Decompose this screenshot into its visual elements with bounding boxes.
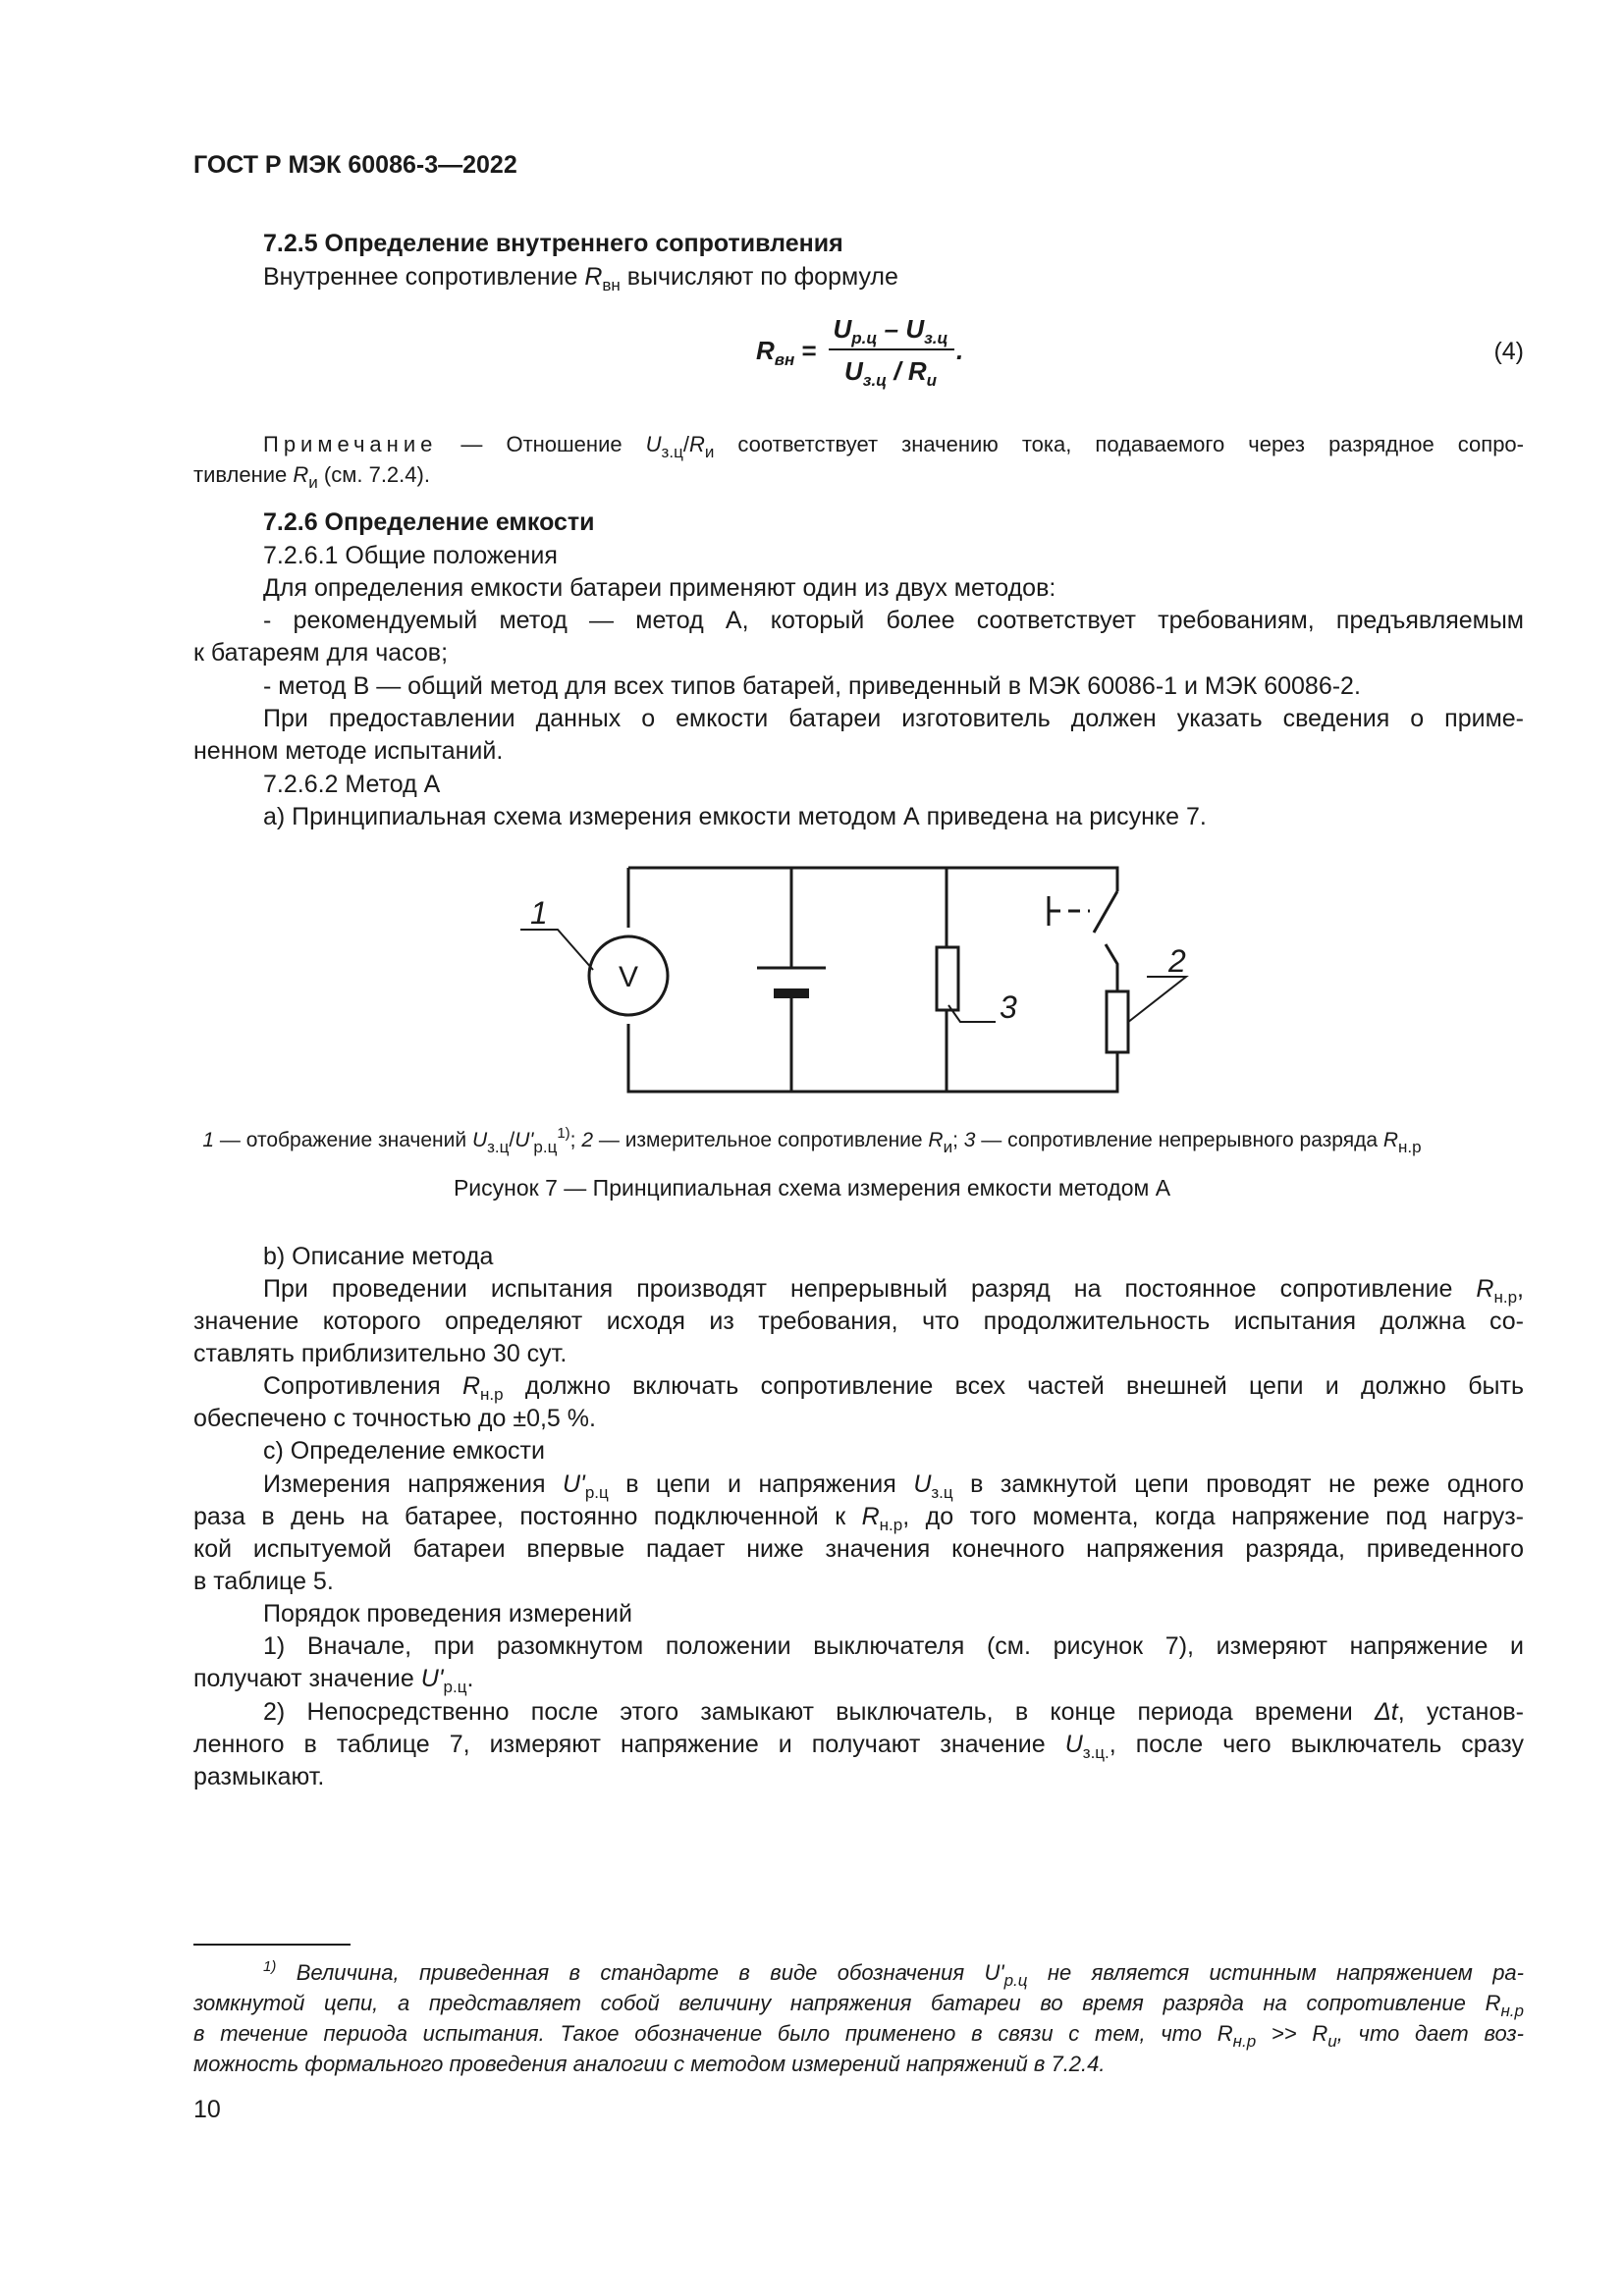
wire bbox=[628, 1024, 1117, 1092]
resistor-2 bbox=[1107, 991, 1128, 1052]
paragraph-data: При предоставлении данных о емкости батареи изготовитель должен указать сведения о приме- bbox=[263, 705, 1524, 732]
paragraph-b1-line2: значение которого определяют исходя из требования, что продолжительность испытания должна со- bbox=[193, 1308, 1524, 1335]
footnote-line-4: можность формального проведения аналогии с методом измерений напряжений в 7.2.4. bbox=[193, 2052, 1106, 2076]
paragraph-c2: раза в день на батарее, постоянно подключенной к $R_{н.р}$, до того момента, когда напряжение под нагруз- bbox=[193, 1503, 1524, 1534]
paragraph-method-a: - рекомендуемый метод — метод А, который более соответствует требованиям, предъявляемым bbox=[263, 607, 1524, 634]
document-header: ГОСТ Р МЭК 60086-3—2022 bbox=[193, 151, 517, 179]
leader-2 bbox=[1127, 977, 1186, 1023]
section-heading-7-2-5: 7.2.5 Определение внутреннего сопротивления bbox=[263, 230, 843, 257]
step-1-cont: получают значение $U'_{р.ц}$. bbox=[193, 1665, 474, 1696]
footnote-line-2: зомкнутой цепи, а представляет собой величину напряжения батареи во время разряда на сопротивление $R_{н.р}$ bbox=[193, 1991, 1524, 2020]
subtitle-b: b) Описание метода bbox=[263, 1243, 494, 1270]
page-number: 10 bbox=[193, 2096, 221, 2123]
footnote-rule bbox=[193, 1944, 351, 1946]
step-2: 2) Непосредственно после этого замыкают выключатель, в конце периода времени Δt, установ- bbox=[263, 1698, 1524, 1726]
subsection-7-2-6-2: 7.2.6.2 Метод А bbox=[263, 771, 441, 798]
voltmeter-label: V bbox=[618, 961, 639, 993]
paragraph-b1: При проведении испытания производят непрерывный разряд на постоянное сопротивление $R_{н.р}$, bbox=[263, 1275, 1524, 1307]
paragraph-c3: кой испытуемой батареи впервые падает ниже значения конечного напряжения разряда, приведенного bbox=[193, 1535, 1524, 1563]
step-2-line3: размыкают. bbox=[193, 1763, 325, 1790]
paragraph-order: Порядок проведения измерений bbox=[263, 1600, 632, 1628]
paragraph-b2-cont: обеспечено с точностью до ±0,5 %. bbox=[193, 1405, 596, 1432]
formula-number: (4) bbox=[1493, 338, 1524, 365]
wire bbox=[628, 868, 1117, 891]
intro-paragraph: Внутреннее сопротивление $R_{вн}$ вычисляют по формуле bbox=[263, 263, 898, 294]
paragraph-c1: Измерения напряжения $U'_{р.ц}$ в цепи и напряжения $U_{з.ц}$ в замкнутой цепи проводят не реже одного bbox=[263, 1470, 1525, 1502]
paragraph-method-a-cont: к батареям для часов; bbox=[193, 639, 449, 667]
paragraph-b1-line3: ставлять приблизительно 30 сут. bbox=[193, 1340, 568, 1367]
figure-legend: 1 — отображение значений $U_{з.ц}/U'_{р.ц}^{1)}$; 2 — измерительное сопротивление $R_и$; 3 — сопротивление непрерывного разряда $R_{н.р}$ bbox=[202, 1125, 1422, 1156]
paragraph-methods: Для определения емкости батареи применяют один из двух методов: bbox=[263, 574, 1056, 602]
paragraph-a: a) Принципиальная схема измерения емкости методом А приведена на рисунке 7. bbox=[263, 803, 1207, 830]
paragraph-data-cont: ненном методе испытаний. bbox=[193, 737, 504, 765]
step-2-line2: ленного в таблице 7, измеряют напряжение и получают значение $U_{з.ц.}$, после чего выключатель сразу bbox=[193, 1731, 1524, 1762]
resistor-3 bbox=[937, 947, 958, 1010]
section-heading-7-2-6: 7.2.6 Определение емкости bbox=[263, 508, 595, 536]
footnote-line-3: в течение периода испытания. Такое обозначение было применено в связи с тем, что $R_{н.р} >> R_и$, что дает воз- bbox=[193, 2021, 1524, 2051]
paragraph-method-b: - метод В — общий метод для всех типов батарей, приведенный в МЭК 60086-1 и МЭК 60086-2. bbox=[263, 672, 1361, 700]
subsection-7-2-6-1: 7.2.6.1 Общие положения bbox=[263, 542, 558, 569]
leader-1 bbox=[520, 930, 593, 970]
note-paragraph-cont: тивление $R_и$ (см. 7.2.4). bbox=[193, 462, 430, 492]
subtitle-c: c) Определение емкости bbox=[263, 1437, 545, 1465]
figure-caption: Рисунок 7 — Принципиальная схема измерения емкости методом А bbox=[453, 1175, 1171, 1201]
formula-numerator: $U_{р.ц} - U_{з.ц}$ bbox=[833, 314, 948, 347]
paragraph-c4: в таблице 5. bbox=[193, 1568, 334, 1595]
footnote-line-1: $^{1)}$ Величина, приведенная в стандарте в виде обозначения $U'_{р.ц}$ не является истинным напряжением ра- bbox=[263, 1958, 1524, 1990]
figure-label-3: 3 bbox=[1000, 989, 1017, 1025]
figure-label-1: 1 bbox=[530, 895, 548, 931]
figure-label-2: 2 bbox=[1168, 943, 1186, 979]
formula-lhs: $R_{вн}$ = bbox=[756, 336, 817, 369]
paragraph-b2: Сопротивления $R_{н.р}$ должно включать сопротивление всех частей внешней цепи и должно быть bbox=[263, 1372, 1525, 1404]
step-1: 1) Вначале, при разомкнутом положении выключателя (см. рисунок 7), измеряют напряжение и bbox=[263, 1632, 1524, 1660]
formula-denominator: $U_{з.ц} / R_и$ bbox=[843, 356, 937, 390]
formula-period: . bbox=[956, 336, 964, 365]
note-paragraph: Примечание — Отношение $U_{з.ц}/R_и$ соответствует значению тока, подаваемого через разрядное сопро- bbox=[263, 432, 1524, 461]
switch-blade bbox=[1094, 891, 1117, 933]
